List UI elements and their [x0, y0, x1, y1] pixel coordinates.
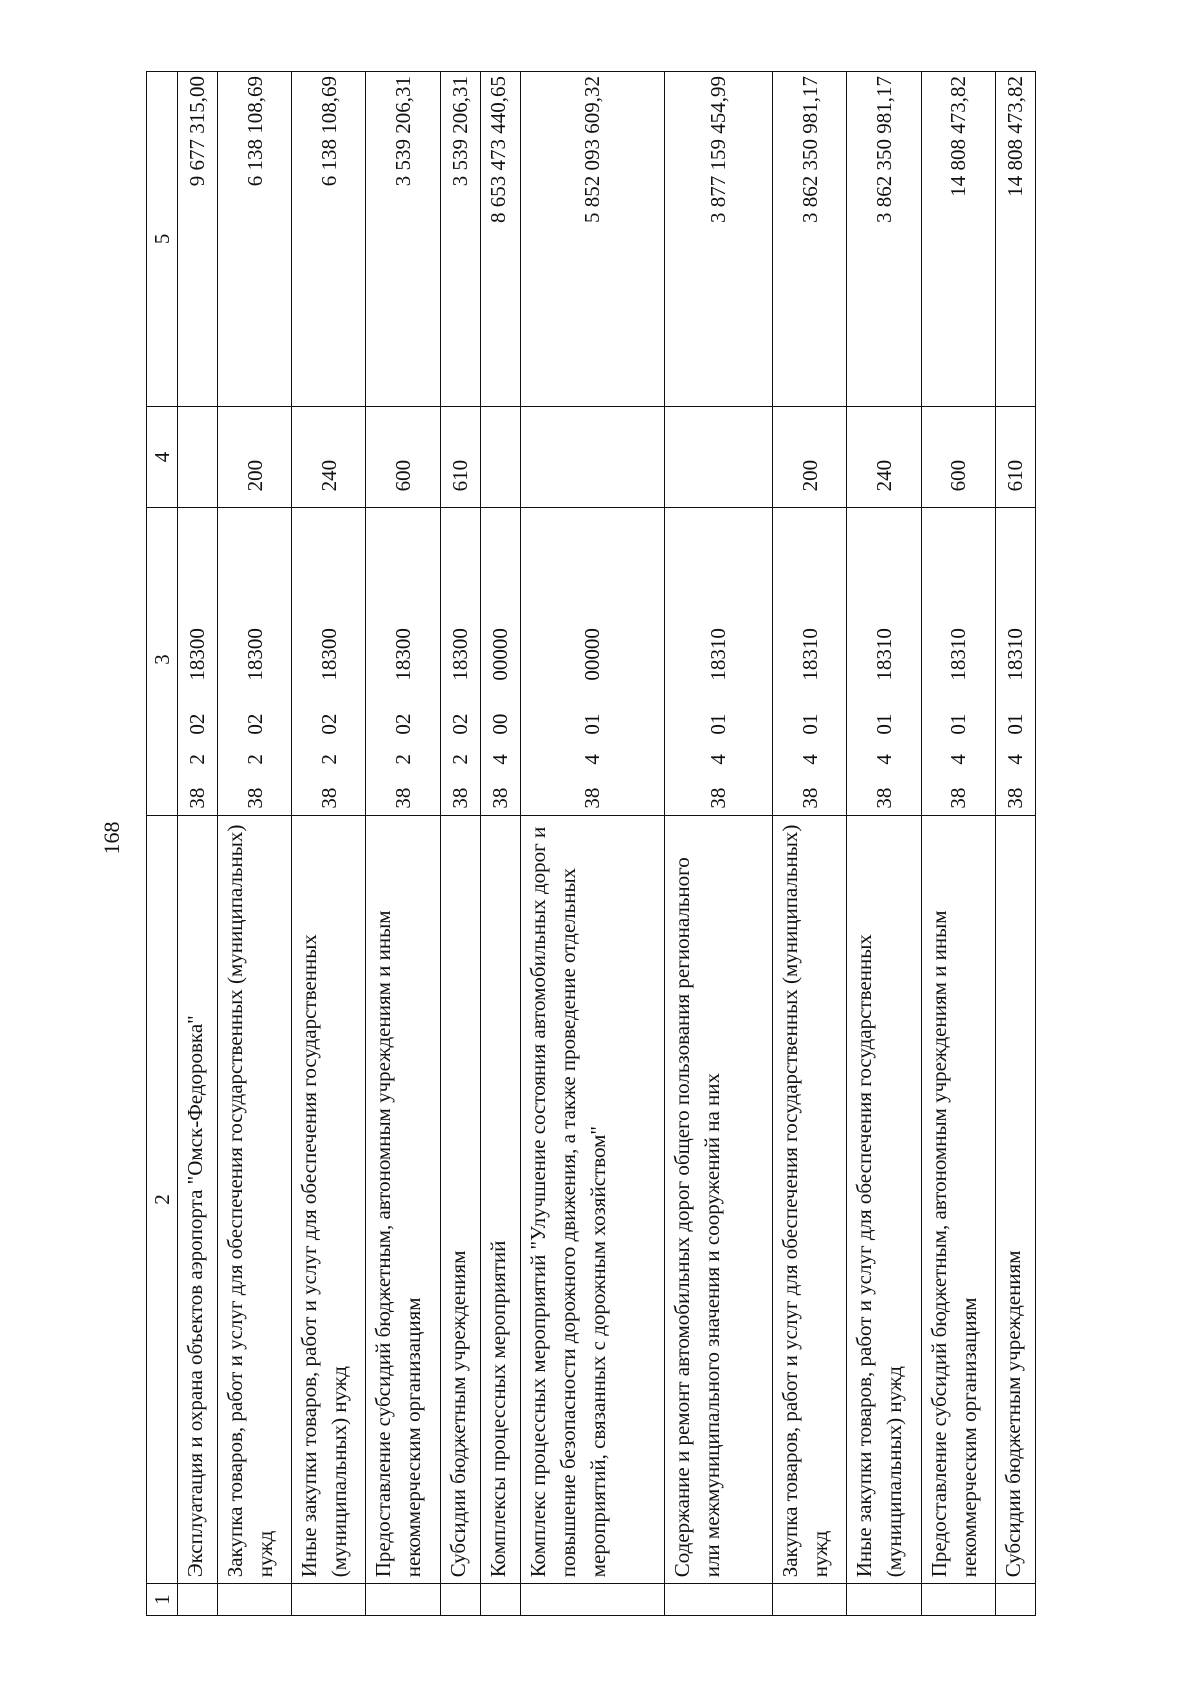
- row-code-cell: [664, 508, 773, 815]
- table-row: [773, 72, 847, 1616]
- code-part-2: 2: [185, 754, 210, 765]
- code-part-4: 18310: [1003, 628, 1028, 681]
- code-part-3: 02: [448, 713, 473, 735]
- code-part-3: 01: [1003, 713, 1028, 735]
- code-part-2: 2: [448, 754, 473, 765]
- header-col-2: 2: [147, 815, 178, 1584]
- row-number-cell: [921, 1584, 995, 1616]
- code-part-1: 38: [316, 787, 341, 809]
- code-part-1: 38: [946, 787, 971, 809]
- row-type-cell: 610: [440, 406, 480, 508]
- code-part-3: 02: [391, 713, 416, 735]
- row-name-cell: Предоставление субсидий бюджетным, автономным учреждениям и иным некоммерческим организациям: [366, 815, 440, 1584]
- row-amount-cell: 14 808 473,82: [921, 72, 995, 407]
- header-col-1: 1: [147, 1584, 178, 1616]
- table-row: [217, 72, 291, 1616]
- row-number-cell: [217, 1584, 291, 1616]
- row-name-cell: Эксплуатация и охрана объектов аэропорта "Омск-Федоровка": [178, 815, 218, 1584]
- table-row: [921, 72, 995, 1616]
- row-type-cell: 600: [366, 406, 440, 508]
- row-type-cell: 240: [847, 406, 921, 508]
- code-part-3: 01: [797, 713, 822, 735]
- table-row: [847, 72, 921, 1616]
- row-type-cell: [178, 406, 218, 508]
- code-part-2: 4: [1003, 754, 1028, 765]
- table-row: [995, 72, 1035, 1616]
- row-number-cell: [664, 1584, 773, 1616]
- row-amount-cell: 8 653 473 440,65: [480, 72, 520, 407]
- table-row: [178, 72, 218, 1616]
- code-part-1: 38: [797, 787, 822, 809]
- code-part-1: 38: [242, 787, 267, 809]
- code-part-1: 38: [488, 787, 513, 809]
- budget-table: [146, 71, 1036, 1616]
- row-code-cell: [921, 508, 995, 815]
- row-type-cell: 610: [995, 406, 1035, 508]
- code-part-1: 38: [1003, 787, 1028, 809]
- header-col-4: 4: [147, 406, 178, 508]
- code-part-2: 2: [242, 754, 267, 765]
- table-row: [480, 72, 520, 1616]
- code-part-4: 18310: [706, 628, 731, 681]
- table-row: [664, 72, 773, 1616]
- row-amount-cell: 3 862 350 981,17: [847, 72, 921, 407]
- row-type-cell: [520, 406, 664, 508]
- row-type-cell: 600: [921, 406, 995, 508]
- code-part-2: 2: [316, 754, 341, 765]
- code-part-3: 02: [242, 713, 267, 735]
- row-number-cell: [480, 1584, 520, 1616]
- code-part-4: 18310: [946, 628, 971, 681]
- table-row: [366, 72, 440, 1616]
- code-part-2: 4: [580, 754, 605, 765]
- row-type-cell: [480, 406, 520, 508]
- row-number-cell: [847, 1584, 921, 1616]
- code-part-4: 18300: [448, 628, 473, 681]
- code-part-2: 4: [706, 754, 731, 765]
- code-part-4: 00000: [488, 628, 513, 681]
- code-part-1: 38: [872, 787, 897, 809]
- code-part-2: 2: [391, 754, 416, 765]
- code-part-2: 4: [946, 754, 971, 765]
- row-code-cell: [995, 508, 1035, 815]
- row-amount-cell: 14 808 473,82: [995, 72, 1035, 407]
- code-part-4: 00000: [580, 628, 605, 681]
- code-part-3: 01: [706, 713, 731, 735]
- code-part-4: 18300: [391, 628, 416, 681]
- row-amount-cell: 3 539 206,31: [440, 72, 480, 407]
- row-type-cell: 240: [292, 406, 366, 508]
- row-amount-cell: 9 677 315,00: [178, 72, 218, 407]
- row-number-cell: [440, 1584, 480, 1616]
- row-number-cell: [292, 1584, 366, 1616]
- row-name-cell: Субсидии бюджетным учреждениям: [440, 815, 480, 1584]
- code-part-2: 4: [797, 754, 822, 765]
- row-name-cell: Закупка товаров, работ и услуг для обеспечения государственных (муниципальных) нужд: [773, 815, 847, 1584]
- table-row: [520, 72, 664, 1616]
- row-type-cell: 200: [773, 406, 847, 508]
- row-name-cell: Комплексы процессных мероприятий: [480, 815, 520, 1584]
- code-part-3: 01: [580, 713, 605, 735]
- row-number-cell: [520, 1584, 664, 1616]
- row-code-cell: [480, 508, 520, 815]
- code-part-2: 4: [872, 754, 897, 765]
- row-code-cell: [366, 508, 440, 815]
- page-number: 168: [99, 821, 124, 855]
- row-amount-cell: 3 539 206,31: [366, 72, 440, 407]
- row-name-cell: Субсидии бюджетным учреждениям: [995, 815, 1035, 1584]
- row-type-cell: 200: [217, 406, 291, 508]
- rotated-page-content: [146, 71, 1036, 1616]
- code-part-4: 18300: [242, 628, 267, 681]
- table-row: [440, 72, 480, 1616]
- code-part-3: 02: [185, 713, 210, 735]
- row-name-cell: Предоставление субсидий бюджетным, автономным учреждениям и иным некоммерческим организациям: [921, 815, 995, 1584]
- code-part-1: 38: [391, 787, 416, 809]
- row-number-cell: [995, 1584, 1035, 1616]
- row-amount-cell: 3 877 159 454,99: [664, 72, 773, 407]
- row-code-cell: [440, 508, 480, 815]
- row-code-cell: [773, 508, 847, 815]
- code-part-1: 38: [580, 787, 605, 809]
- code-part-2: 4: [488, 754, 513, 765]
- header-col-3: 3: [147, 508, 178, 815]
- code-part-3: 02: [316, 713, 341, 735]
- row-amount-cell: 6 138 108,69: [292, 72, 366, 407]
- header-row: [147, 72, 178, 1616]
- row-code-cell: [292, 508, 366, 815]
- row-amount-cell: 3 862 350 981,17: [773, 72, 847, 407]
- row-amount-cell: 5 852 093 609,32: [520, 72, 664, 407]
- code-part-3: 00: [488, 713, 513, 735]
- row-type-cell: [664, 406, 773, 508]
- code-part-4: 18300: [316, 628, 341, 681]
- row-name-cell: Комплекс процессных мероприятий "Улучшение состояния автомобильных дорог и повышение безопасности дорожного движения, а также проведение отдельных мероприятий, связанных с дорожным хозяйством": [520, 815, 664, 1584]
- row-name-cell: Закупка товаров, работ и услуг для обеспечения государственных (муниципальных) нужд: [217, 815, 291, 1584]
- row-number-cell: [773, 1584, 847, 1616]
- table-body: [178, 72, 1036, 1616]
- row-amount-cell: 6 138 108,69: [217, 72, 291, 407]
- code-part-3: 01: [946, 713, 971, 735]
- code-part-1: 38: [185, 787, 210, 809]
- row-name-cell: Иные закупки товаров, работ и услуг для обеспечения государственных (муниципальных) нужд: [847, 815, 921, 1584]
- row-code-cell: [520, 508, 664, 815]
- row-code-cell: [217, 508, 291, 815]
- table-row: [292, 72, 366, 1616]
- code-part-4: 18310: [797, 628, 822, 681]
- code-part-4: 18300: [185, 628, 210, 681]
- code-part-1: 38: [448, 787, 473, 809]
- row-number-cell: [178, 1584, 218, 1616]
- row-number-cell: [366, 1584, 440, 1616]
- code-part-3: 01: [872, 713, 897, 735]
- row-code-cell: [178, 508, 218, 815]
- row-name-cell: Иные закупки товаров, работ и услуг для обеспечения государственных (муниципальных) нужд: [292, 815, 366, 1584]
- row-code-cell: [847, 508, 921, 815]
- header-col-5: 5: [147, 72, 178, 407]
- code-part-1: 38: [706, 787, 731, 809]
- row-name-cell: Содержание и ремонт автомобильных дорог общего пользования регионального или межмуниципального значения и сооружений на них: [664, 815, 773, 1584]
- code-part-4: 18310: [872, 628, 897, 681]
